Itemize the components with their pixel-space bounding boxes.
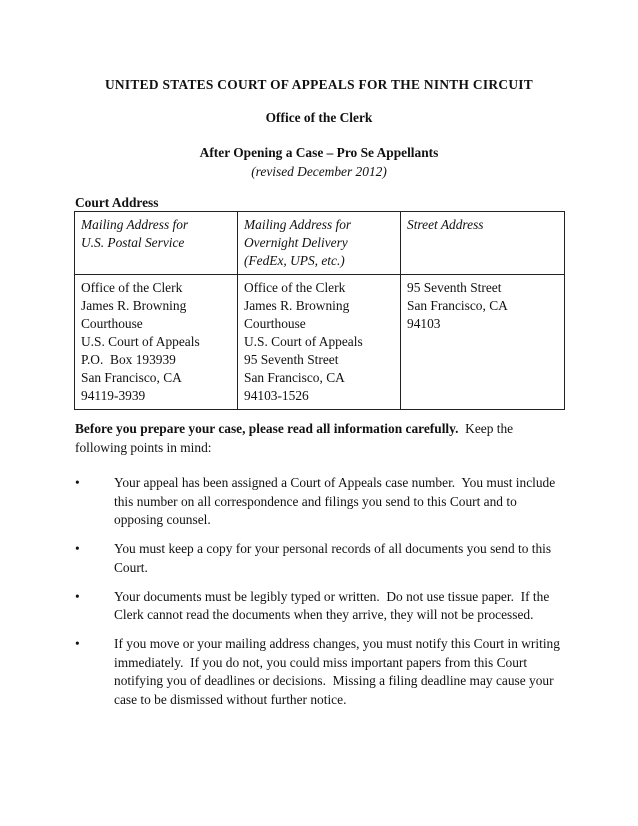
court-address-table [74,211,565,410]
instructions-list [75,474,565,720]
list-item [75,474,565,530]
document-title: After Opening a Case – Pro Se Appellants [199,145,439,160]
address-line: 94103-1526 [244,388,309,403]
overnight-mail-address-cell [238,275,401,410]
intro-paragraph [75,419,565,457]
address-table-body-row [75,275,565,410]
address-line: U.S. Court of Appeals [244,334,363,349]
postal-mail-address-cell [75,275,238,410]
address-line: James R. Browning [244,298,350,313]
street-address-cell [401,275,565,410]
court-address-label: Court Address [75,195,159,210]
street-address-header-cell [401,212,565,275]
address-line: Office of the Clerk [244,280,346,295]
address-line: 95 Seventh Street [244,352,339,367]
list-item [75,540,565,577]
list-item-text: Your documents must be legibly typed or written. Do not use tissue paper. If the Clerk cannot read the documents when they arrive, they will not be processed. [114,588,553,622]
address-line: Courthouse [244,316,306,331]
list-item-text: Your appeal has been assigned a Court of Appeals case number. You must include this number on all correspondence and filings you send to this Court and to opposing counsel. [114,475,559,527]
list-item [75,588,565,625]
header-line: Overnight Delivery [244,235,348,250]
header-line: (FedEx, UPS, etc.) [244,253,345,268]
address-line: 95 Seventh Street [407,280,502,295]
postal-mail-header-cell [75,212,238,275]
bullet-icon: • [75,541,80,556]
address-line: Courthouse [81,316,143,331]
header-line: Mailing Address for [244,217,352,232]
header-line: Mailing Address for [81,217,189,232]
bullet-icon: • [75,588,80,604]
list-item-text: You must keep a copy for your personal records of all documents you send to this Court. [114,541,555,575]
bullet-icon: • [75,636,80,651]
list-item [75,635,565,709]
court-title: UNITED STATES COURT OF APPEALS FOR THE NINTH CIRCUIT [104,77,534,92]
overnight-mail-header-cell [238,212,401,275]
address-line: Office of the Clerk [81,280,183,295]
address-table-header-row [75,212,565,275]
bullet-icon: • [75,475,80,490]
address-line: 94103 [407,316,441,331]
address-line: San Francisco, CA [407,298,508,313]
intro-rest-text: Keep the following points in mind: [75,421,517,455]
header-line: Street Address [407,217,484,232]
address-line: San Francisco, CA [81,370,182,385]
address-line: James R. Browning [81,298,187,313]
address-line: 94119-3939 [81,388,146,403]
address-line: U.S. Court of Appeals [81,334,200,349]
document-subtitle: (revised December 2012) [251,164,387,179]
address-line: San Francisco, CA [244,370,345,385]
header-line: U.S. Postal Service [81,235,185,250]
intro-bold-text: Before you prepare your case, please read all information carefully. [75,421,459,436]
office-title: Office of the Clerk [265,110,373,125]
list-item-text: If you move or your mailing address changes, you must notify this Court in writing immediately. If you do not, you could miss important papers from this Court notifying you of deadlines or decisions. Missing a filing deadline may cause your case to be dismissed without further notice. [114,636,564,707]
address-line: P.O. Box 193939 [81,352,176,367]
